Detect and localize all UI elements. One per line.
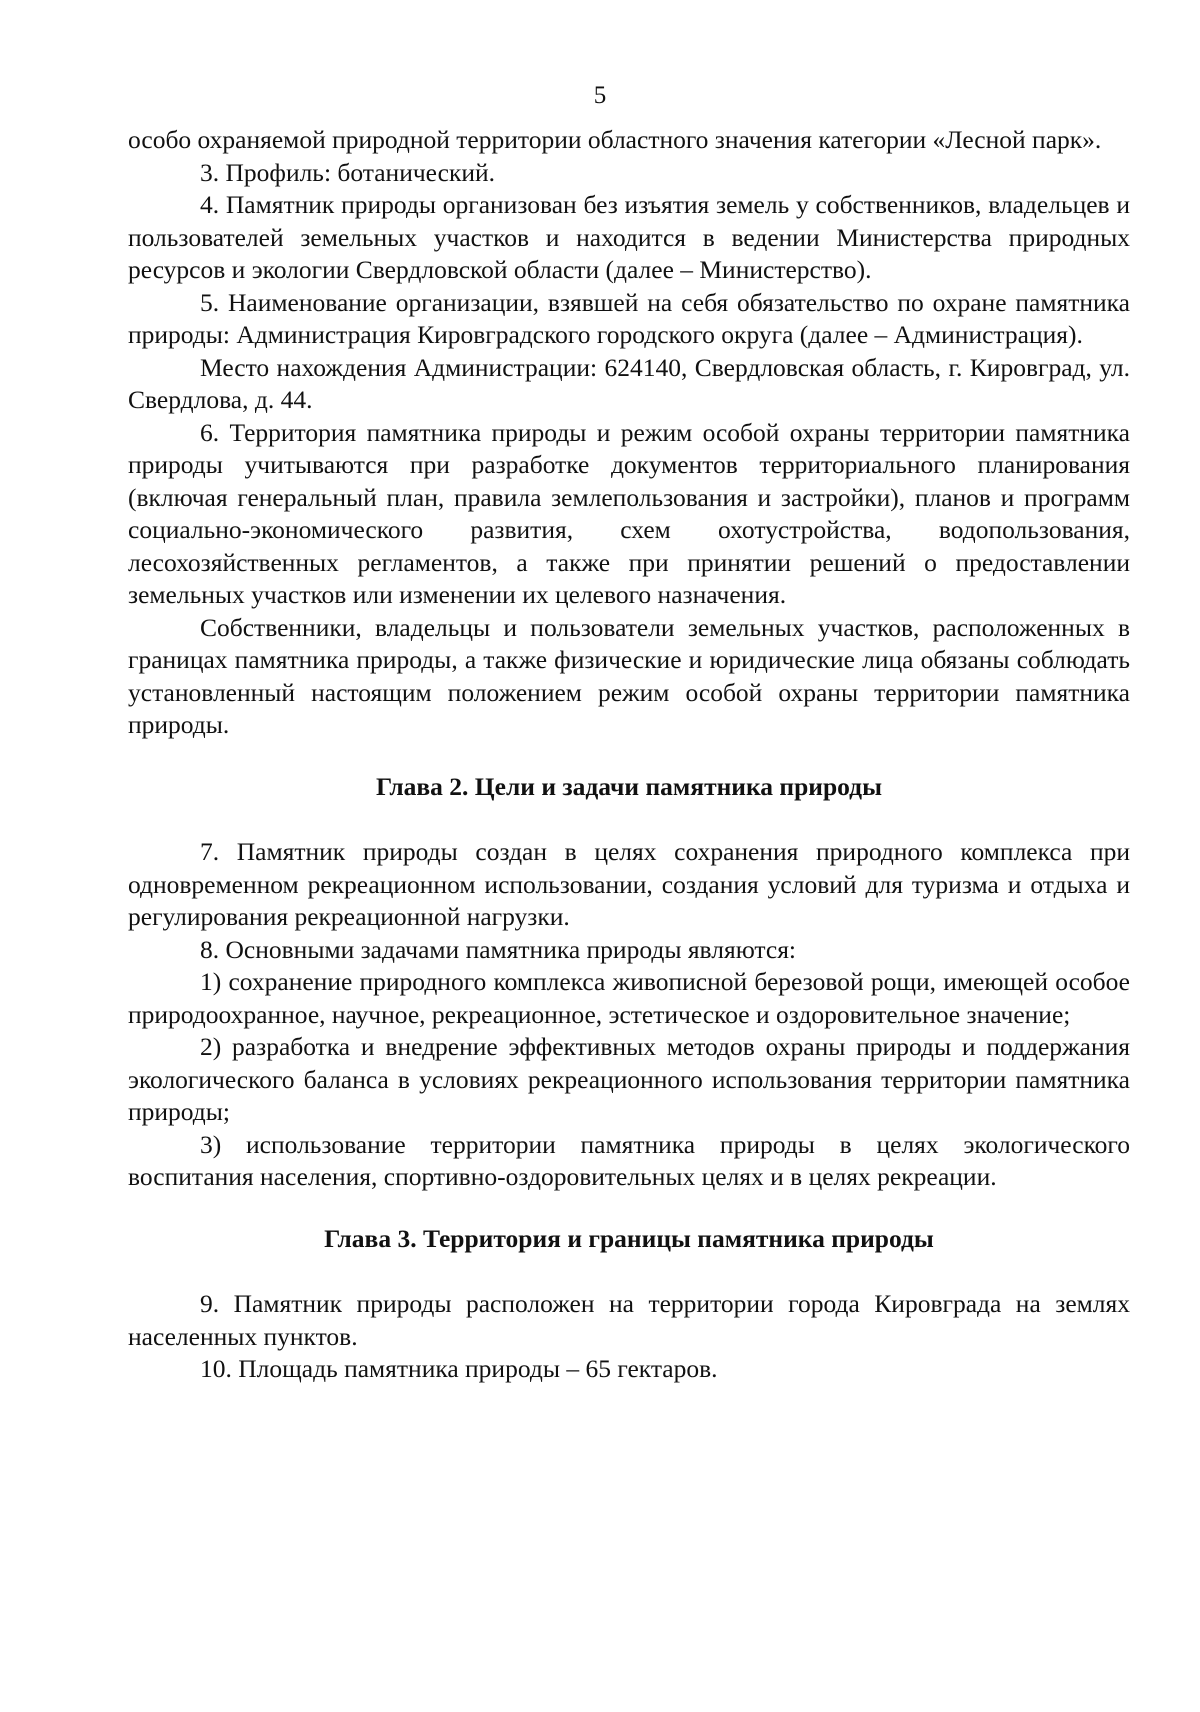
list-item-1: 1) сохранение природного комплекса живописной березовой рощи, имеющей особое природоохранное, научное, рекреационное, эстетическое и оздоровительное значение; — [128, 967, 1130, 1029]
paragraph-item-8: 8. Основными задачами памятника природы являются: — [200, 934, 797, 964]
document-body — [128, 124, 1130, 1386]
paragraph-address: Место нахождения Администрации: 624140, Свердловская область, г. Кировград, ул. Свердлова, д. 44. — [128, 352, 1130, 414]
list-item-2: 2) разработка и внедрение эффективных методов охраны природы и поддержания экологического баланса в условиях рекреационного использования территории памятника природы; — [128, 1032, 1130, 1126]
paragraph-continuation: особо охраняемой природной территории областного значения категории «Лесной парк». — [128, 125, 1102, 154]
paragraph-item-4: 4. Памятник природы организован без изъятия земель у собственников, владельцев и пользователей земельных участков и находится в ведении Министерства природных ресурсов и экологии Свердловской области (далее – Министерство). — [128, 190, 1130, 284]
list-item-3: 3) использование территории памятника природы в целях экологического воспитания населения, спортивно-оздоровительных целях и в целях рекреации. — [128, 1129, 1130, 1191]
paragraph-item-5: 5. Наименование организации, взявшей на себя обязательство по охране памятника природы: Администрация Кировградского городского округа (далее – Администрация). — [128, 287, 1130, 349]
paragraph-item-3: 3. Профиль: ботанический. — [200, 157, 496, 187]
chapter-3-heading: Глава 3. Территория и границы памятника природы — [324, 1223, 934, 1253]
paragraph-item-7: 7. Памятник природы создан в целях сохранения природного комплекса при одновременном рекреационном использовании, создания условий для туризма и отдыха и регулирования рекреационной нагрузки. — [128, 837, 1130, 931]
paragraph-item-6: 6. Территория памятника природы и режим особой охраны территории памятника природы учитываются при разработке документов территориального планирования (включая генеральный план, правила землепользования и застройки), планов и программ социально-экономического развития, схем охотустройства, водопользования, лесохозяйственных регламентов, а также при принятии решений о предоставлении земельных участков или изменении их целевого назначения. — [128, 417, 1130, 609]
paragraph-owners: Собственники, владельцы и пользователи земельных участков, расположенных в границах памятника природы, а также физические и юридические лица обязаны соблюдать установленный настоящим положением режим особой охраны территории памятника природы. — [128, 612, 1130, 739]
page-number: 5 — [593, 82, 607, 109]
chapter-2-heading: Глава 2. Цели и задачи памятника природы — [376, 771, 882, 801]
paragraph-item-10: 10. Площадь памятника природы – 65 гектаров. — [200, 1354, 718, 1383]
paragraph-item-9: 9. Памятник природы расположен на территории города Кировграда на землях населенных пунктов. — [128, 1289, 1130, 1351]
